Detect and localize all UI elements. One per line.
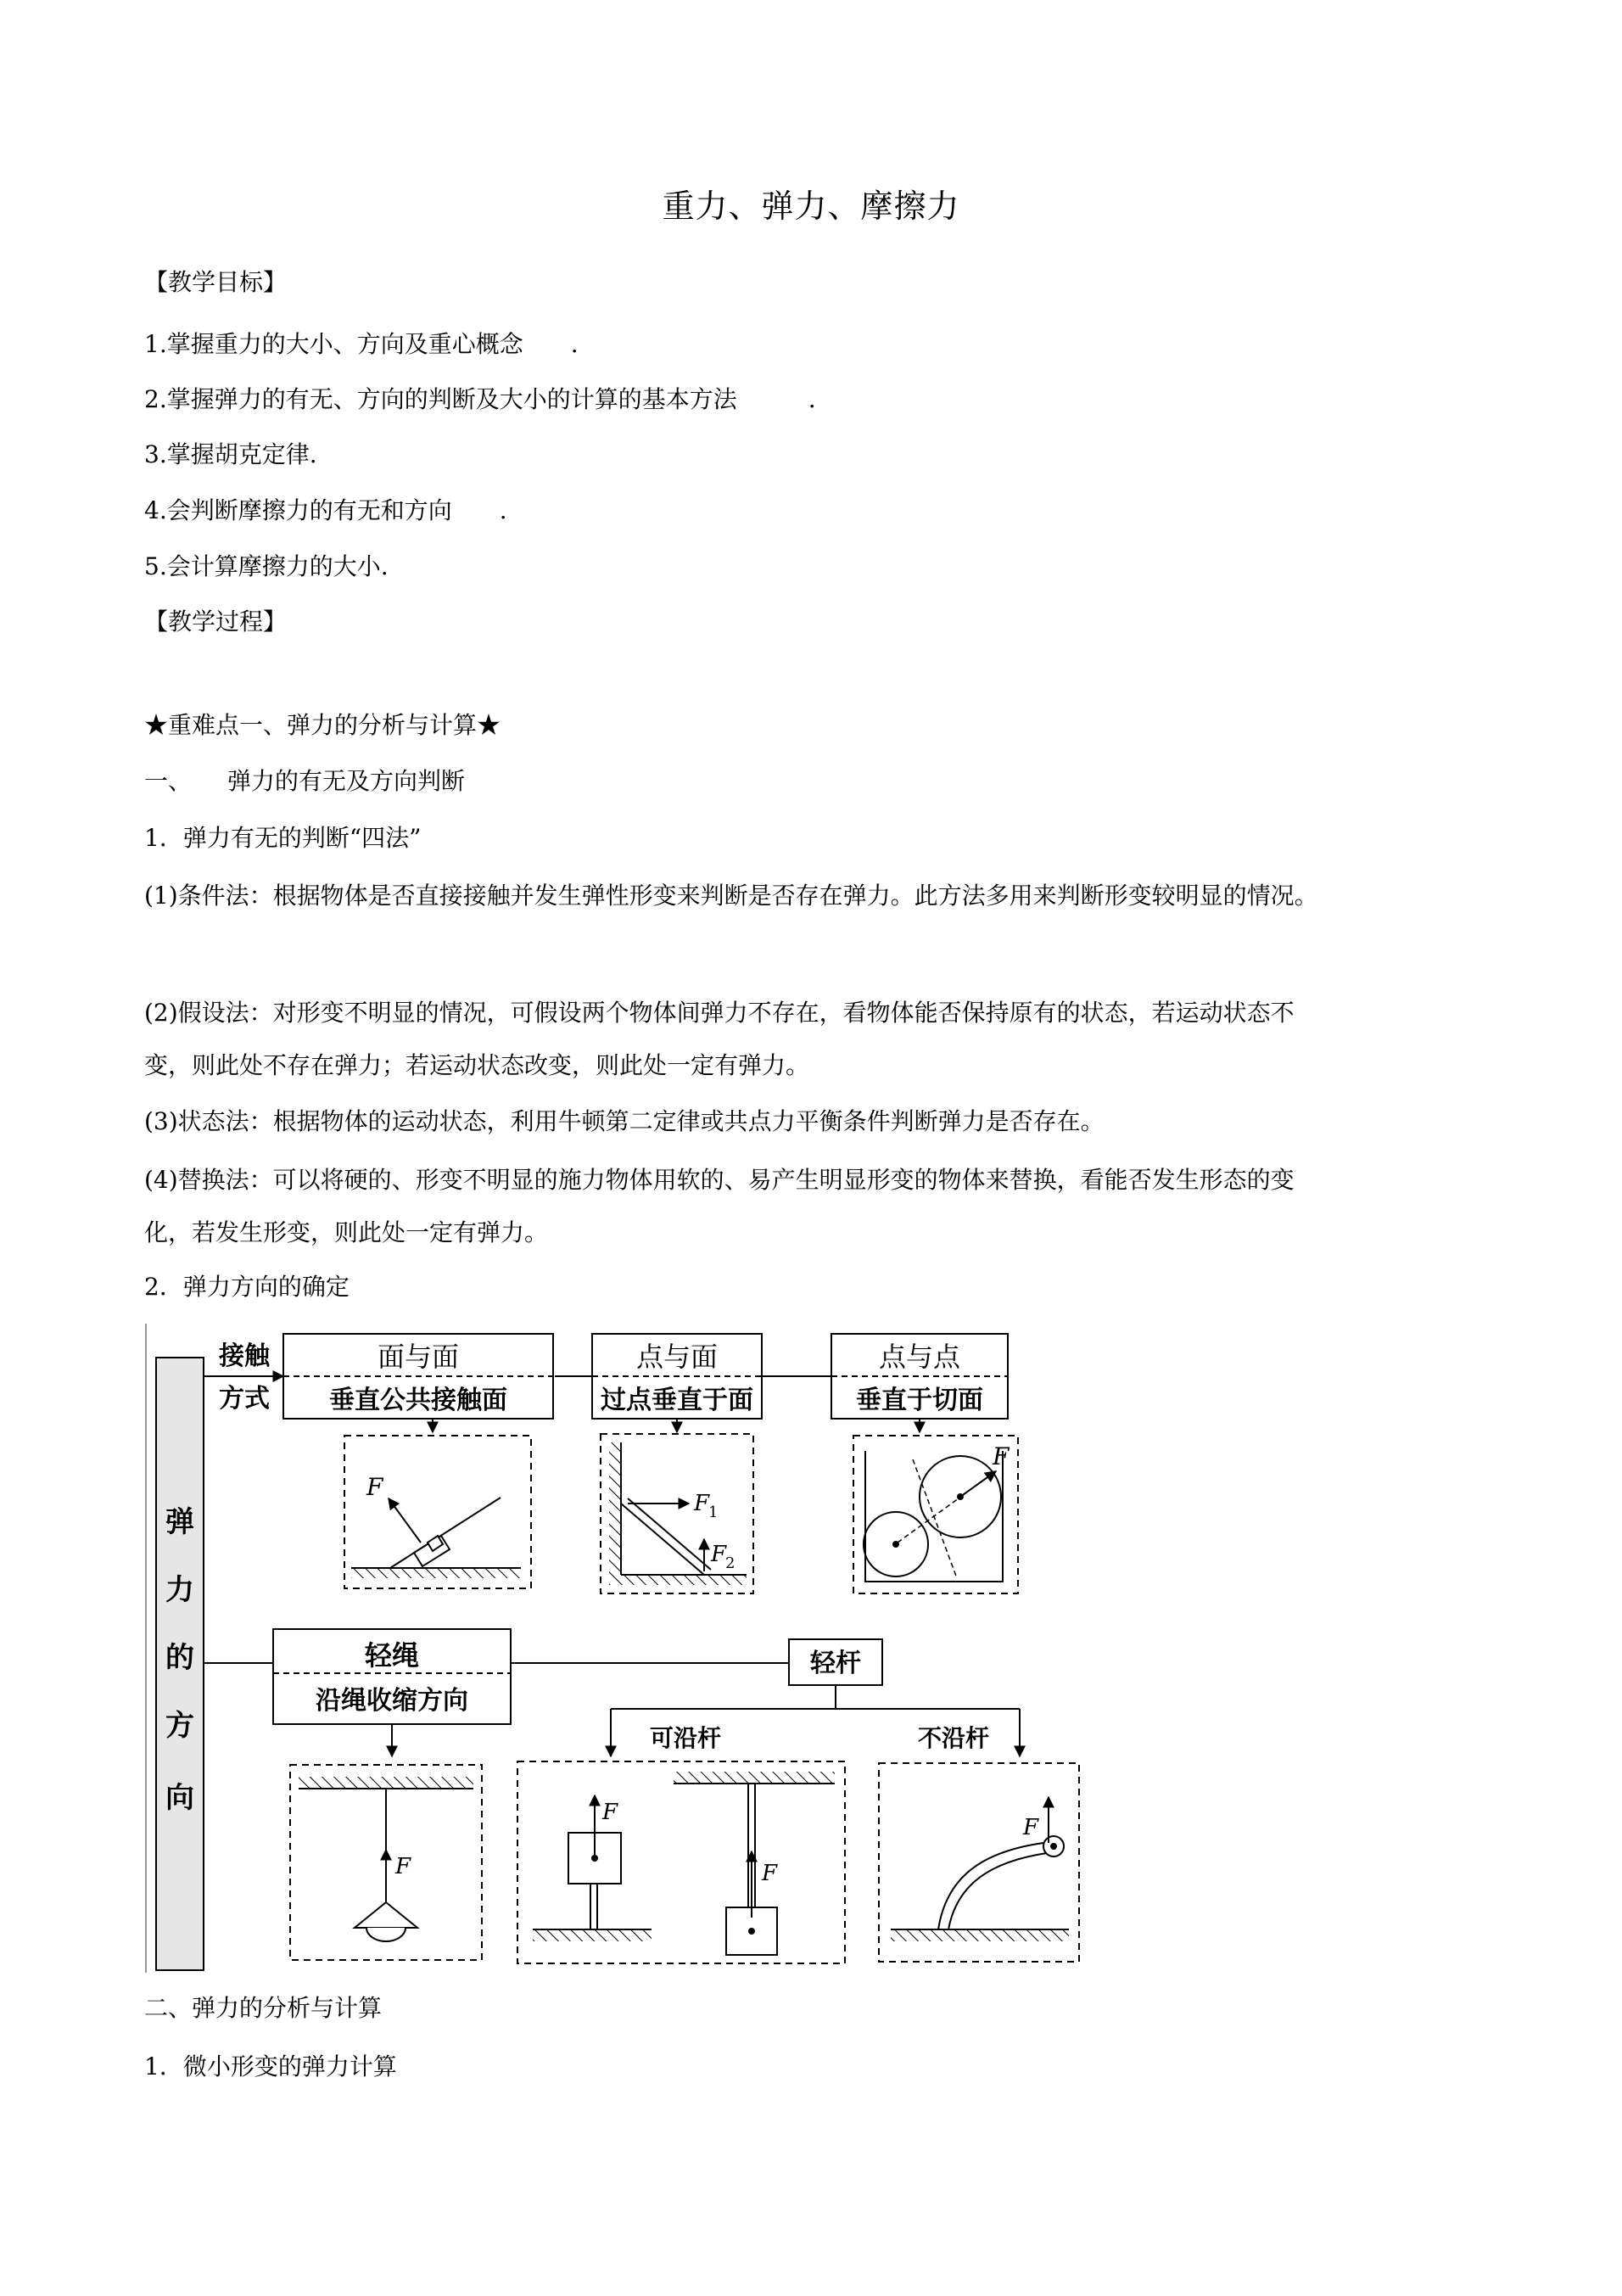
contact-label: 方式 <box>219 1384 270 1414</box>
point-point-illustration <box>853 1436 1018 1593</box>
side-label-char: 力 <box>165 1573 194 1607</box>
method-paragraph: (3)状态法：根据物体的运动状态，利用牛顿第二定律或共点力平衡条件判断弹力是否存在。 <box>144 1107 1105 1135</box>
along-rod-label: 可沿杆 <box>649 1724 722 1752</box>
point-surface-illustration <box>601 1434 753 1593</box>
force-label: F <box>993 1442 1010 1470</box>
force-subscript: 2 <box>725 1554 735 1572</box>
side-label-char: 向 <box>165 1781 194 1815</box>
subsection-heading: 1．微小形变的弹力计算 <box>144 2052 397 2080</box>
force-label: F <box>694 1491 710 1516</box>
surface-contact-illustration <box>344 1436 531 1588</box>
force-label: F <box>395 1854 411 1879</box>
method-paragraph: (4)替换法：可以将硬的、形变不明显的施力物体用软的、易产生明显形变的物体来替换，看能否发生形态的变化，若发生形变，则此处一定有弹力。 <box>144 1166 1295 1246</box>
rope-direction-label: 沿绳收缩方向 <box>316 1686 468 1716</box>
rod-label: 轻杆 <box>810 1649 861 1678</box>
along-rod-illustration <box>517 1761 845 1963</box>
method-paragraph: (2)假设法：对形变不明显的情况，可假设两个物体间弹力不存在，看物体能否保持原有的状态，若运动状态不变，则此处不存在弹力；若运动状态改变，则此处一定有弹力。 <box>144 999 1295 1079</box>
side-label-char: 弹 <box>165 1505 194 1539</box>
force-label: F <box>762 1861 778 1886</box>
box-bottom-label: 垂直公共接触面 <box>329 1386 507 1415</box>
process-heading: 【教学过程】 <box>144 608 288 636</box>
rope-label: 轻绳 <box>364 1639 420 1672</box>
not-along-rod-illustration <box>879 1763 1079 1962</box>
objective-item: 5.会计算摩擦力的大小. <box>144 552 389 580</box>
box-top-label: 点与面 <box>635 1341 719 1373</box>
side-label-char: 的 <box>165 1641 194 1675</box>
force-label: F <box>366 1473 383 1501</box>
section-heading: 一、 弹力的有无及方向判断 <box>144 767 466 795</box>
force-label: F <box>711 1542 727 1567</box>
force-label: F <box>1023 1815 1039 1840</box>
section-heading: 二、弹力的分析与计算 <box>144 1994 383 2022</box>
objectives-heading: 【教学目标】 <box>144 268 288 296</box>
key-point-heading: ★重难点一、弹力的分析与计算★ <box>144 711 501 739</box>
objective-item: 4.会判断摩擦力的有无和方向 . <box>144 496 507 524</box>
method-paragraph: (1)条件法：根据物体是否直接接触并发生弹性形变来判断是否存在弹力。此方法多用来判断形变较明显的情况。 <box>144 882 1318 910</box>
subsection-heading: 1．弹力有无的判断“四法” <box>144 824 422 852</box>
diagram-svg <box>144 1324 1090 1981</box>
subsection-heading: 2．弹力方向的确定 <box>144 1273 350 1301</box>
rope-lamp-illustration <box>290 1765 482 1960</box>
elastic-force-direction-diagram <box>144 1324 1090 1981</box>
side-label-char: 方 <box>165 1709 194 1743</box>
box-top-label: 点与点 <box>878 1341 961 1373</box>
not-along-rod-label: 不沿杆 <box>917 1724 990 1752</box>
box-top-label: 面与面 <box>377 1341 460 1373</box>
box-bottom-label: 过点垂直于面 <box>601 1386 753 1415</box>
objective-item: 2.掌握弹力的有无、方向的判断及大小的计算的基本方法 . <box>144 385 816 413</box>
force-subscript: 1 <box>708 1504 719 1521</box>
contact-label: 接触 <box>219 1341 270 1371</box>
force-label: F <box>602 1800 618 1825</box>
objective-item: 1.掌握重力的大小、方向及重心概念 . <box>144 330 579 358</box>
page-title: 重力、弹力、摩擦力 <box>662 188 960 225</box>
box-bottom-label: 垂直于切面 <box>856 1386 983 1415</box>
objective-item: 3.掌握胡克定律. <box>144 440 317 468</box>
